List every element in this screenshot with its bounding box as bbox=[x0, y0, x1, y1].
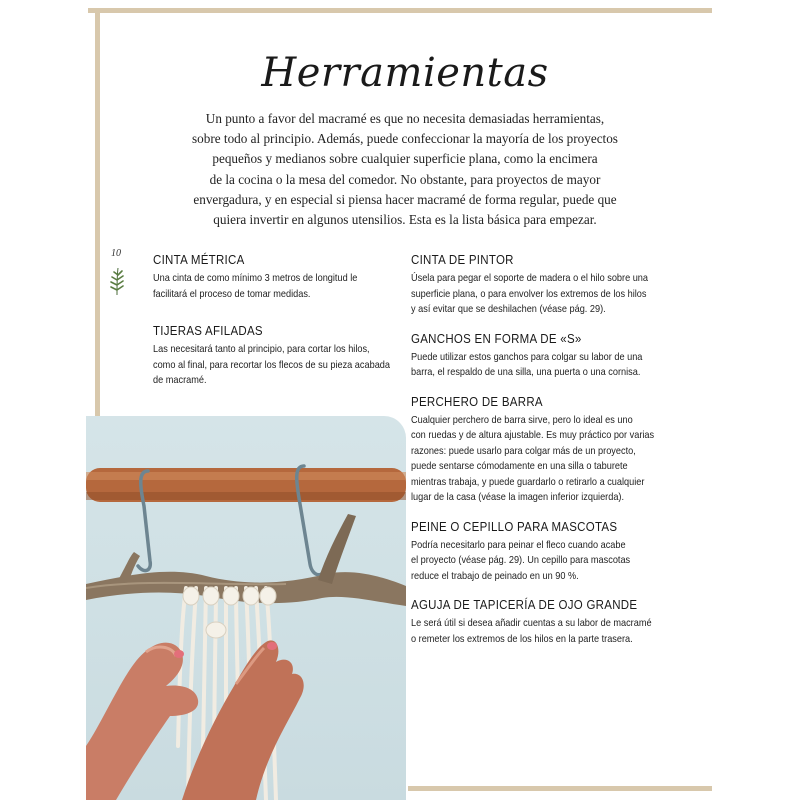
tool-description bbox=[153, 342, 403, 389]
intro-line: Un punto a favor del macramé es que no necesita demasiadas herramientas, bbox=[205, 111, 605, 126]
description-line: razones: puede usarlo para colgar más de un proyecto, bbox=[411, 445, 636, 457]
bottom-rule bbox=[408, 786, 712, 791]
top-rule bbox=[88, 8, 712, 13]
left-column bbox=[153, 253, 403, 389]
tool-description bbox=[411, 350, 711, 381]
description-line: y así evitar que se deshilachen (véase pág. 29). bbox=[411, 304, 606, 315]
tool-entry-peine bbox=[411, 520, 711, 585]
description-line: o remeter los extremos de los hilos en la parte trasera. bbox=[411, 633, 633, 645]
tool-entry-tijeras bbox=[153, 324, 403, 389]
tool-entry-aguja bbox=[411, 598, 711, 647]
description-line: barra, el respaldo de una silla, una puerta o una cornisa. bbox=[411, 367, 641, 378]
macrame-photo bbox=[86, 416, 406, 800]
description-line: facilitará el proceso de tomar medidas. bbox=[153, 288, 311, 300]
tool-description bbox=[411, 538, 711, 585]
intro-line: pequeños y medianos sobre cualquier superficie plana, como la encimera bbox=[212, 151, 598, 167]
description-line: reduce el trabajo de peinado en un 90 %. bbox=[411, 570, 579, 582]
tool-entry-cinta-pintor bbox=[411, 253, 711, 318]
description-line: Puede utilizar estos ganchos para colgar su labor de una bbox=[411, 351, 643, 363]
tool-heading: CINTA DE PINTOR bbox=[411, 253, 514, 267]
tool-entry-perchero bbox=[411, 395, 711, 506]
description-line: superficie plana, o para envolver los extremos de los hilos bbox=[411, 288, 647, 300]
description-line: con ruedas y de altura ajustable. Es muy práctico por varias bbox=[411, 430, 655, 441]
description-line: de macramé. bbox=[153, 375, 207, 386]
tool-description bbox=[411, 271, 711, 318]
intro-paragraph bbox=[190, 109, 620, 230]
description-line: como al final, para recortar los flecos de su pieza acabada bbox=[153, 359, 390, 371]
tool-entry-ganchos bbox=[411, 332, 711, 381]
description-line: Cualquier perchero de barra sirve, pero lo ideal es uno bbox=[411, 414, 633, 426]
intro-line: sobre todo al principio. Además, puede confeccionar la mayoría de los proyectos bbox=[192, 131, 618, 147]
intro-line: quiera invertir en algunos utensilios. Esta es la lista básica para empezar. bbox=[213, 212, 597, 228]
description-line: Úsela para pegar el soporte de madera o el hilo sobre una bbox=[411, 273, 649, 284]
tool-heading: PERCHERO DE BARRA bbox=[411, 394, 543, 409]
tool-description bbox=[153, 271, 403, 302]
description-line: Le será útil si desea añadir cuentas a su labor de macramé bbox=[411, 618, 652, 629]
fern-leaf-icon bbox=[108, 266, 126, 296]
description-line: Las necesitará tanto al principio, para cortar los hilos, bbox=[153, 344, 370, 355]
description-line: mientras trabaja, y puede guardarlo o retirarlo a cualquier bbox=[411, 476, 645, 488]
tool-description bbox=[411, 413, 711, 506]
tool-heading: GANCHOS EN FORMA DE «S» bbox=[411, 331, 582, 346]
tool-heading: TIJERAS AFILADAS bbox=[153, 324, 263, 338]
description-line: Podría necesitarlo para peinar el fleco cuando acabe bbox=[411, 539, 626, 551]
macrame-illustration bbox=[86, 416, 406, 800]
page-title: Herramientas bbox=[261, 50, 549, 96]
tool-description bbox=[411, 616, 711, 647]
description-line: Una cinta de como mínimo 3 metros de longitud le bbox=[153, 273, 358, 284]
left-rule bbox=[95, 8, 100, 416]
tool-entry-cinta-metrica bbox=[153, 253, 403, 302]
intro-line: envergadura, y en especial si piensa hacer macramé de forma regular, puede que bbox=[193, 191, 617, 207]
description-line: el proyecto (véase pág. 29). Un cepillo para mascotas bbox=[411, 555, 631, 566]
description-line: puede sentarse cómodamente en una silla o taburete bbox=[411, 461, 628, 472]
tool-heading: CINTA MÉTRICA bbox=[153, 253, 245, 267]
tool-heading: AGUJA DE TAPICERÍA DE OJO GRANDE bbox=[411, 598, 638, 612]
page-number: 10 bbox=[111, 248, 121, 259]
intro-line: de la cocina o la mesa del comedor. No obstante, para proyectos de mayor bbox=[209, 171, 601, 187]
right-column bbox=[411, 253, 711, 647]
description-line: lugar de la casa (véase la imagen inferior izquierda). bbox=[411, 492, 625, 503]
tool-heading: PEINE O CEPILLO PARA MASCOTAS bbox=[411, 519, 618, 534]
